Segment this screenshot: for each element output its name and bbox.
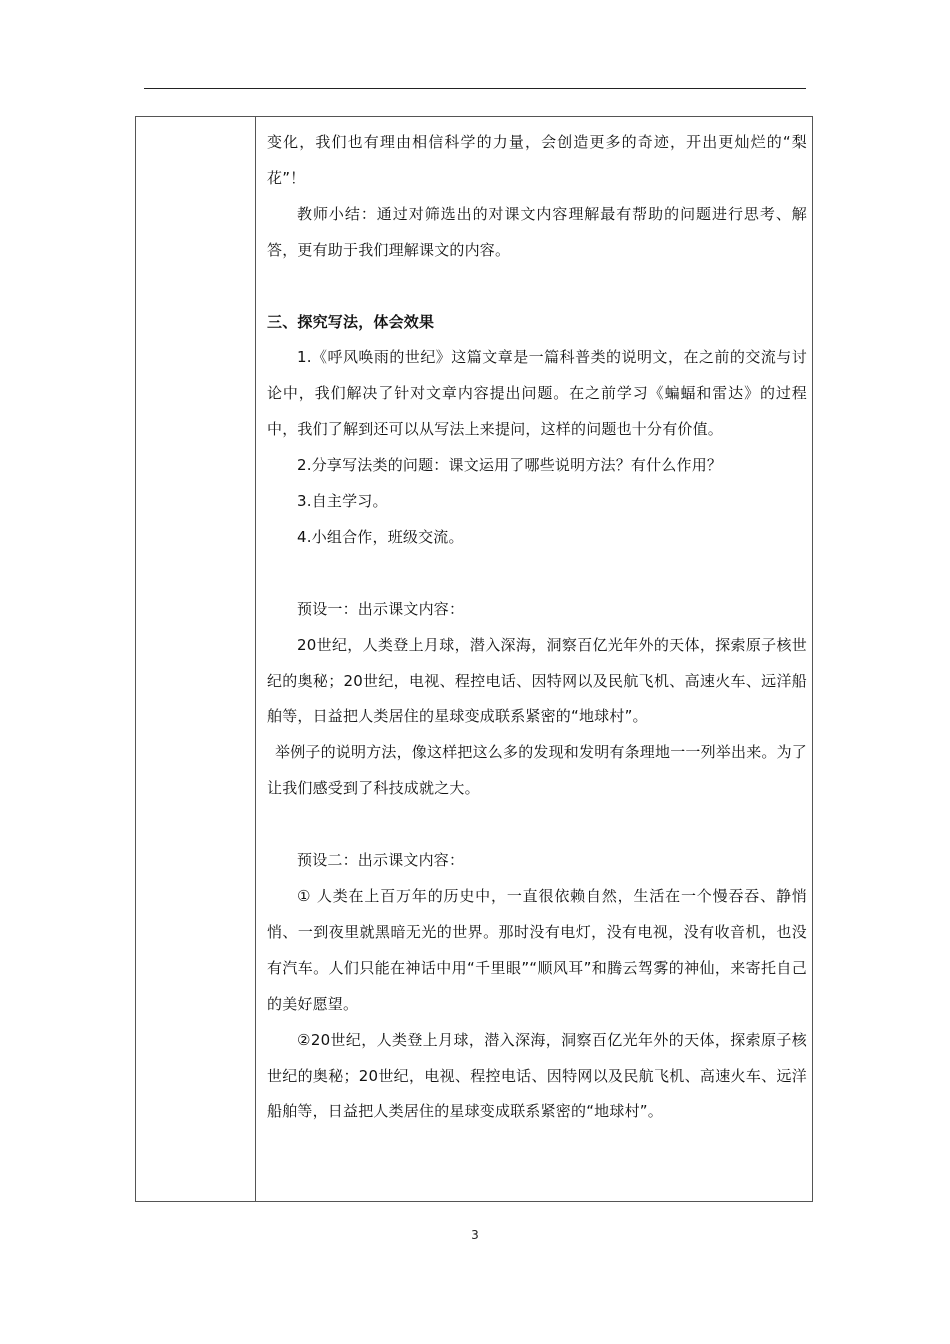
header-rule <box>144 88 806 89</box>
section-heading: 三、探究写法，体会效果 <box>267 312 435 331</box>
paragraph: 4.小组合作，班级交流。 <box>297 527 464 546</box>
lesson-table <box>135 116 813 1202</box>
paragraph: ②20世纪，人类登上月球，潜入深海，洞察百亿光年外的天体，探索原子核世纪的奥秘；20世纪，电视、程控电话、因特网以及民航飞机、高速火车、远洋船舶等，日益把人类居住的星球变成联系紧密的“地球村”。 <box>267 1030 807 1121</box>
table-left-column <box>136 117 256 1201</box>
paragraph: 3.自主学习。 <box>297 492 388 511</box>
paragraph: ① 人类在上百万年的历史中，一直很依赖自然，生活在一个慢吞吞、静悄悄、一到夜里就黑暗无光的世界。那时没有电灯，没有电视，没有收音机，也没有汽车。人们只能在神话中用“千里眼”“顺风耳”和腾云驾雾的神仙，来寄托自己的美好愿望。 <box>267 886 807 1013</box>
paragraph: 预设一：出示课文内容： <box>297 599 465 618</box>
paragraph: 1.《呼风唤雨的世纪》这篇文章是一篇科普类的说明文，在之前的交流与讨论中，我们解决了针对文章内容提出问题。在之前学习《蝙蝠和雷达》的过程中，我们了解到还可以从写法上来提问，这样的问题也十分有价值。 <box>267 348 807 439</box>
paragraph: 举例子的说明方法，像这样把这么多的发现和发明有条理地一一列举出来。为了让我们感受到了科技成就之大。 <box>267 743 808 798</box>
blank-line <box>267 807 807 843</box>
paragraph: 预设二：出示课文内容： <box>297 851 465 870</box>
paragraph: 变化，我们也有理由相信科学的力量，会创造更多的奇迹，开出更灿烂的“梨花”！ <box>267 133 807 187</box>
table-content-cell <box>267 125 807 1130</box>
paragraph: 2.分享写法类的问题：课文运用了哪些说明方法？有什么作用？ <box>297 456 723 475</box>
paragraph: 20世纪，人类登上月球，潜入深海，洞察百亿光年外的天体，探索原子核世纪的奥秘；20世纪，电视、程控电话、因特网以及民航飞机、高速火车、远洋船舶等，日益把人类居住的星球变成联系紧密的“地球村”。 <box>267 635 807 726</box>
page-number: 3 <box>471 1228 479 1242</box>
blank-line <box>267 269 807 305</box>
blank-line <box>267 556 807 592</box>
paragraph: 教师小结：通过对筛选出的对课文内容理解最有帮助的问题进行思考、解答，更有助于我们理解课文的内容。 <box>267 204 807 259</box>
